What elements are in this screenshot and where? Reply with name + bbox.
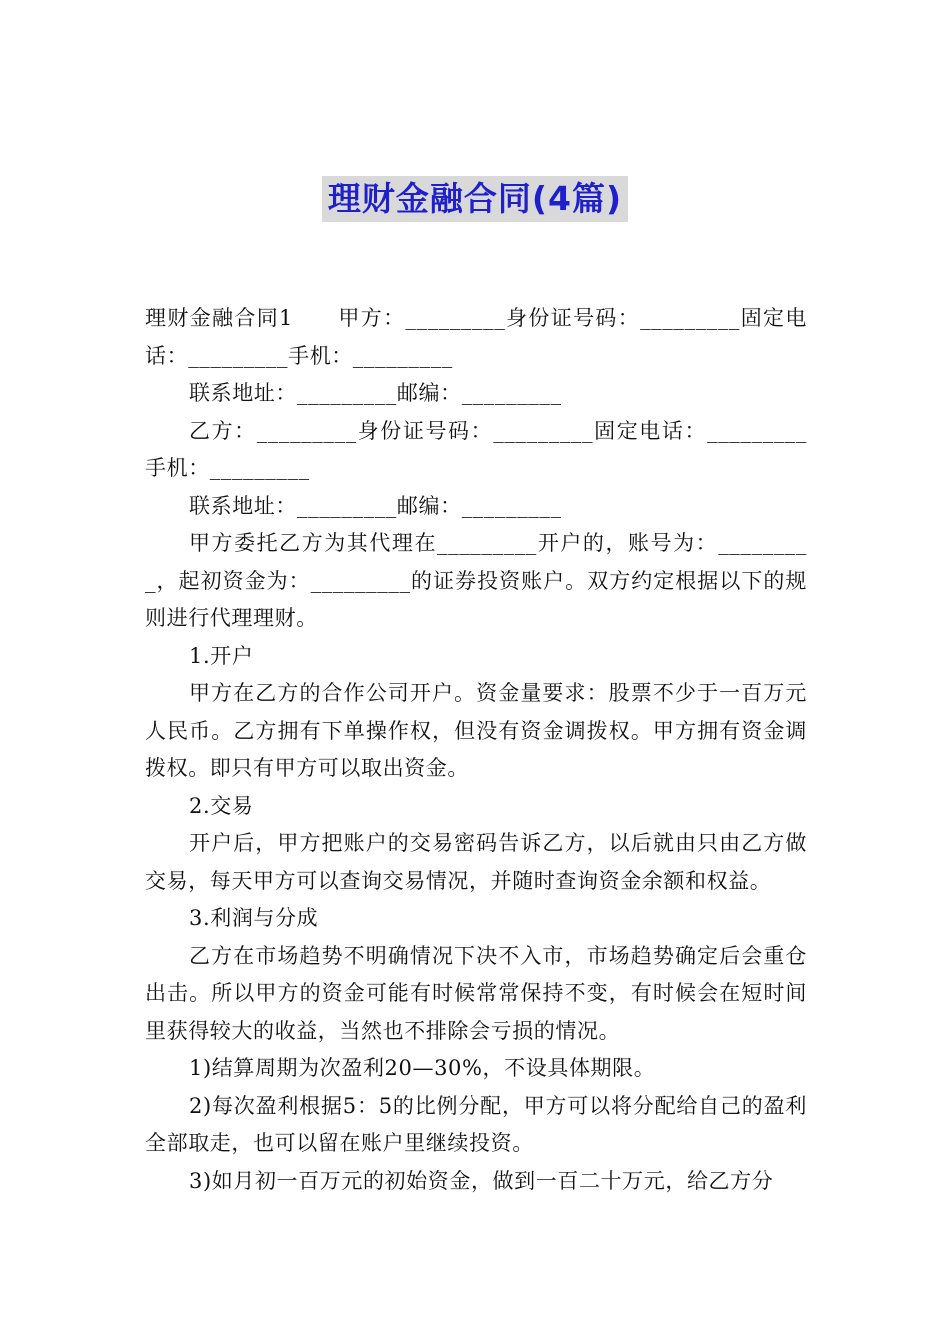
document-body <box>145 300 807 1200</box>
paragraph-entrustment: 甲方委托乙方为其代理在_________开户的，账号为：_________，起初资金为：_________的证券投资账户。双方约定根据以下的规则进行代理理财。 <box>145 531 807 630</box>
document-title: 理财金融合同(4篇) <box>322 176 628 222</box>
list-item-example: 3)如月初一百万元的初始资金，做到一百二十万元，给乙方分 <box>189 1168 774 1193</box>
paragraph-party-a: 理财金融合同1 甲方：_________身份证号码：_________固定电话：_________手机：_________ <box>145 306 807 368</box>
paragraph-market-strategy: 乙方在市场趋势不明确情况下决不入市，市场趋势确定后会重仓出击。所以甲方的资金可能有时候常常保持不变，有时候会在短时间里获得较大的收益，当然也不排除会亏损的情况。 <box>145 943 807 1043</box>
paragraph-party-a-address: 联系地址：_________邮编：_________ <box>189 381 562 405</box>
paragraph-party-b: 乙方：_________身份证号码：_________固定电话：_________手机：_________ <box>145 418 807 480</box>
section-heading-account-opening: 1.开户 <box>189 643 254 668</box>
paragraph-account-opening: 甲方在乙方的合作公司开户。资金量要求：股票不少于一百万元人民币。乙方拥有下单操作权，但没有资金调拨权。甲方拥有资金调拨权。即只有甲方可以取出资金。 <box>145 681 807 780</box>
section-heading-profit-sharing: 3.利润与分成 <box>189 906 319 930</box>
list-item-profit-split: 2)每次盈利根据5：5的比例分配，甲方可以将分配给自己的盈利全部取走，也可以留在账户里继续投资。 <box>145 1093 807 1155</box>
paragraph-party-b-address: 联系地址：_________邮编：_________ <box>189 493 562 518</box>
list-item-settlement-period: 1)结算周期为次盈利20—30%，不设具体期限。 <box>189 1056 656 1080</box>
section-heading-trading: 2.交易 <box>189 793 254 818</box>
title-container <box>0 176 950 222</box>
paragraph-trading: 开户后，甲方把账户的交易密码告诉乙方，以后就由只由乙方做交易，每天甲方可以查询交易情况，并随时查询资金余额和权益。 <box>145 831 807 893</box>
